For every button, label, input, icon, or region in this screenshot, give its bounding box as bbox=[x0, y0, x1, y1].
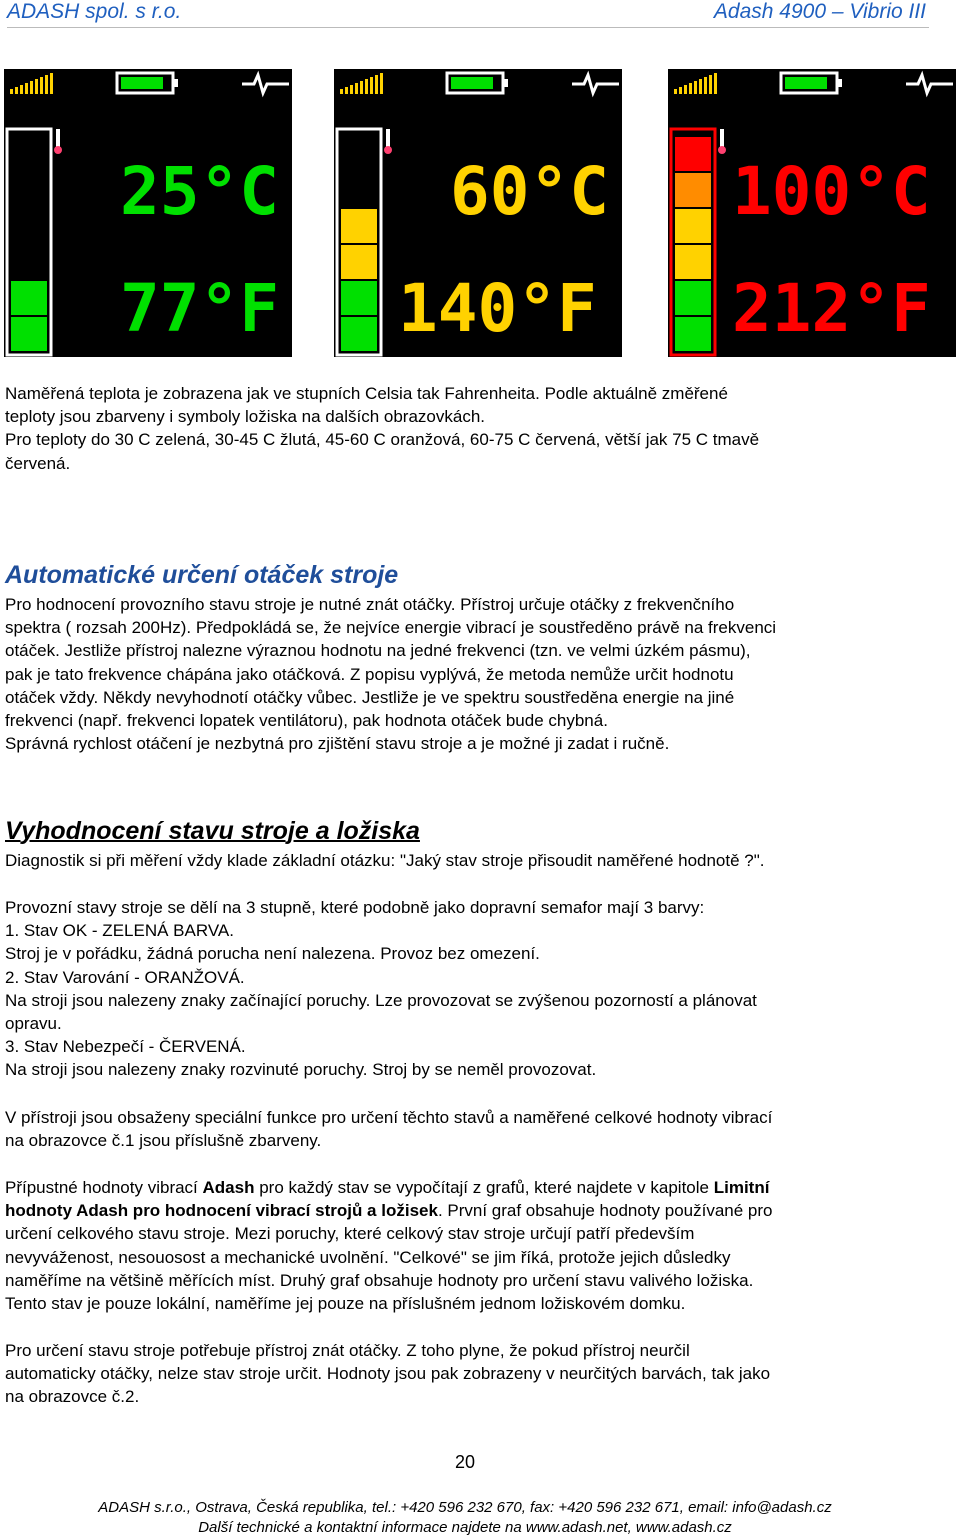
level-segment bbox=[675, 317, 711, 351]
temp-fahrenheit: 140°F bbox=[398, 270, 597, 347]
bold-adash: Adash bbox=[202, 1178, 255, 1197]
temp-celsius: 60°C bbox=[450, 153, 609, 230]
signal-strength-icon bbox=[674, 73, 717, 94]
screen-2-graphic bbox=[334, 69, 622, 357]
machine-states-paragraph bbox=[5, 896, 940, 1082]
text-line: otáček. Jestliže přístroj nalezne výraznou hodnotu na jedné frekvenci (tzn. ve velmi úzkém pásmu), bbox=[5, 641, 751, 661]
limits-paragraph bbox=[5, 1176, 940, 1315]
temp-celsius: 25°C bbox=[120, 153, 279, 230]
text-line: Na stroji jsou nalezeny znaky začínající poruchy. Lze provozovat se zvýšenou pozorností a plánovat bbox=[5, 990, 757, 1010]
text-line: Tento stav je pouze lokální, naměříme jej pouze na příslušném jednom ložiskovém domku. bbox=[5, 1294, 686, 1314]
functions-paragraph bbox=[5, 1106, 940, 1152]
level-segment bbox=[675, 281, 711, 315]
text-line: Pro teploty do 30 C zelená, 30-45 C žlutá, 45-60 C oranžová, 60-75 C červená, větší jak 75 C tmavě bbox=[5, 430, 760, 450]
text-line: 2. Stav Varování - ORANŽOVÁ. bbox=[5, 967, 245, 987]
level-segment bbox=[341, 245, 377, 279]
text-run: pro každý stav se vypočítají z grafů, které najdete v kapitole bbox=[254, 1178, 714, 1197]
speed-paragraph bbox=[5, 1339, 940, 1409]
level-segment bbox=[675, 209, 711, 243]
text-line: na obrazovce č.1 jsou příslušně zbarveny. bbox=[5, 1131, 322, 1151]
text-line bbox=[5, 1199, 940, 1222]
text-line: automaticky otáčky, nelze stav stroje určit. Hodnoty jsou pak zobrazeny v neurčitých barvách, tak jako bbox=[5, 1364, 771, 1384]
thermometer-icon bbox=[54, 129, 62, 154]
text-line: Pro hodnocení provozního stavu stroje je nutné znát otáčky. Přístroj určuje otáčky z frekvenčního bbox=[5, 595, 735, 614]
text-line: 1. Stav OK - ZELENÁ BARVA. bbox=[5, 921, 234, 941]
temp-fahrenheit: 77°F bbox=[120, 270, 279, 347]
header-product: Adash 4900 – Vibrio III bbox=[713, 0, 926, 23]
header-company: ADASH spol. s r.o. bbox=[7, 0, 182, 23]
battery-icon bbox=[117, 73, 178, 93]
text-line: spektra ( rozsah 200Hz). Předpokládá se, že nejvíce energie vibrací je soustředěno právě na frekvenci bbox=[5, 618, 777, 638]
evaluation-question bbox=[5, 849, 940, 872]
level-segment bbox=[341, 209, 377, 243]
thermometer-level bbox=[341, 209, 377, 351]
bold-limit-chapter-cont: hodnoty Adash pro hodnocení vibrací strojů a ložisek bbox=[5, 1201, 438, 1221]
level-segment bbox=[675, 245, 711, 279]
text-line: Provozní stavy stroje se dělí na 3 stupně, které podobně jako dopravní semafor mají 3 barvy: bbox=[5, 898, 705, 917]
text-line: pak je tato frekvence chápána jako otáčková. Z popisu vyplývá, že metoda nemůže určit hodnotu bbox=[5, 664, 734, 684]
text-line: určení celkového stavu stroje. Mezi poruchy, které celkový stav stroje určují patří především bbox=[5, 1224, 695, 1244]
screen-3-graphic bbox=[668, 69, 956, 357]
text-line: na obrazovce č.2. bbox=[5, 1387, 140, 1407]
temp-celsius: 100°C bbox=[732, 153, 931, 230]
text-run: Přípustné hodnoty vibrací bbox=[5, 1178, 203, 1197]
pulse-icon bbox=[906, 75, 953, 93]
text-line: frekvenci (např. frekvenci lopatek ventilátoru), pak hodnota otáček bude chybná. bbox=[5, 711, 608, 731]
level-segment bbox=[341, 281, 377, 315]
battery-icon bbox=[781, 73, 842, 93]
text-line: teploty jsou zbarveny i symboly ložiska na dalších obrazovkách. bbox=[5, 407, 486, 427]
footer-contact: ADASH s.r.o., Ostrava, Česká republika, tel.: +420 596 232 670, fax: +420 596 232 671, email: info@adash.cz bbox=[98, 1499, 832, 1516]
temperature-screen-1 bbox=[4, 69, 292, 357]
signal-strength-icon bbox=[10, 73, 53, 94]
footer-web: Další technické a kontaktní informace najdete na www.adash.net, www.adash.cz bbox=[198, 1519, 732, 1536]
text-line: Stroj je v pořádku, žádná porucha není nalezena. Provoz bez omezení. bbox=[5, 944, 540, 964]
text-line bbox=[5, 1176, 940, 1199]
signal-strength-icon bbox=[340, 73, 383, 94]
pulse-icon bbox=[242, 75, 289, 93]
page-number: 20 bbox=[454, 1452, 476, 1472]
page-header bbox=[0, 0, 960, 30]
text-line: Naměřená teplota je zobrazena jak ve stupních Celsia tak Fahrenheita. Podle aktuálně změřené bbox=[5, 384, 728, 403]
temperature-screen-2 bbox=[334, 69, 622, 357]
battery-icon bbox=[447, 73, 508, 93]
text-line: opravu. bbox=[5, 1014, 62, 1034]
text-line: červená. bbox=[5, 453, 71, 473]
screen-1-graphic bbox=[4, 69, 292, 357]
intro-paragraph bbox=[5, 382, 940, 475]
level-segment bbox=[341, 317, 377, 351]
section-title-evaluation: Vyhodnocení stavu stroje a ložiska bbox=[5, 817, 420, 845]
thermometer-level bbox=[11, 281, 47, 351]
rpm-paragraph bbox=[5, 593, 940, 755]
text-line: naměříme na většině měřících míst. Druhý graf obsahuje hodnoty pro určení stavu valivého ložiska. bbox=[5, 1270, 754, 1290]
text-line: nevyváženost, nesouosost a mechanické uvolnění. "Celkové" se jim říká, protože jejich důsledky bbox=[5, 1247, 731, 1267]
level-segment bbox=[11, 317, 47, 351]
thermometer-icon bbox=[384, 129, 392, 154]
pulse-icon bbox=[572, 75, 619, 93]
level-segment bbox=[675, 137, 711, 171]
text-line: V přístroji jsou obsaženy speciální funkce pro určení těchto stavů a naměřené celkové hodnoty vibrací bbox=[5, 1108, 773, 1127]
text-line: otáček vždy. Někdy nevyhodnotí otáčky vůbec. Jestliže je ve spektru soustředěna energie na jiné bbox=[5, 687, 735, 707]
bold-limit-chapter: Limitní bbox=[713, 1178, 770, 1197]
thermometer-level bbox=[675, 137, 711, 351]
section-title-rpm: Automatické určení otáček stroje bbox=[5, 561, 399, 589]
thermometer-icon bbox=[718, 129, 726, 154]
level-segment bbox=[675, 173, 711, 207]
temperature-screen-3 bbox=[668, 69, 956, 357]
text-run: . První graf obsahuje hodnoty používané pro bbox=[437, 1201, 773, 1221]
text-line: Pro určení stavu stroje potřebuje přístroj znát otáčky. Z toho plyne, že pokud přístroj neurčil bbox=[5, 1341, 690, 1360]
text-line: 3. Stav Nebezpečí - ČERVENÁ. bbox=[5, 1037, 246, 1057]
header-divider bbox=[7, 27, 929, 28]
level-segment bbox=[11, 281, 47, 315]
text-line: Diagnostik si při měření vždy klade základní otázku: "Jaký stav stroje přisoudit naměřené hodnotě ?". bbox=[5, 851, 765, 870]
text-line: Na stroji jsou nalezeny znaky rozvinuté poruchy. Stroj by se neměl provozovat. bbox=[5, 1060, 597, 1080]
temp-fahrenheit: 212°F bbox=[732, 270, 931, 347]
text-line: Správná rychlost otáčení je nezbytná pro zjištění stavu stroje a je možné ji zadat i ručně. bbox=[5, 734, 670, 754]
